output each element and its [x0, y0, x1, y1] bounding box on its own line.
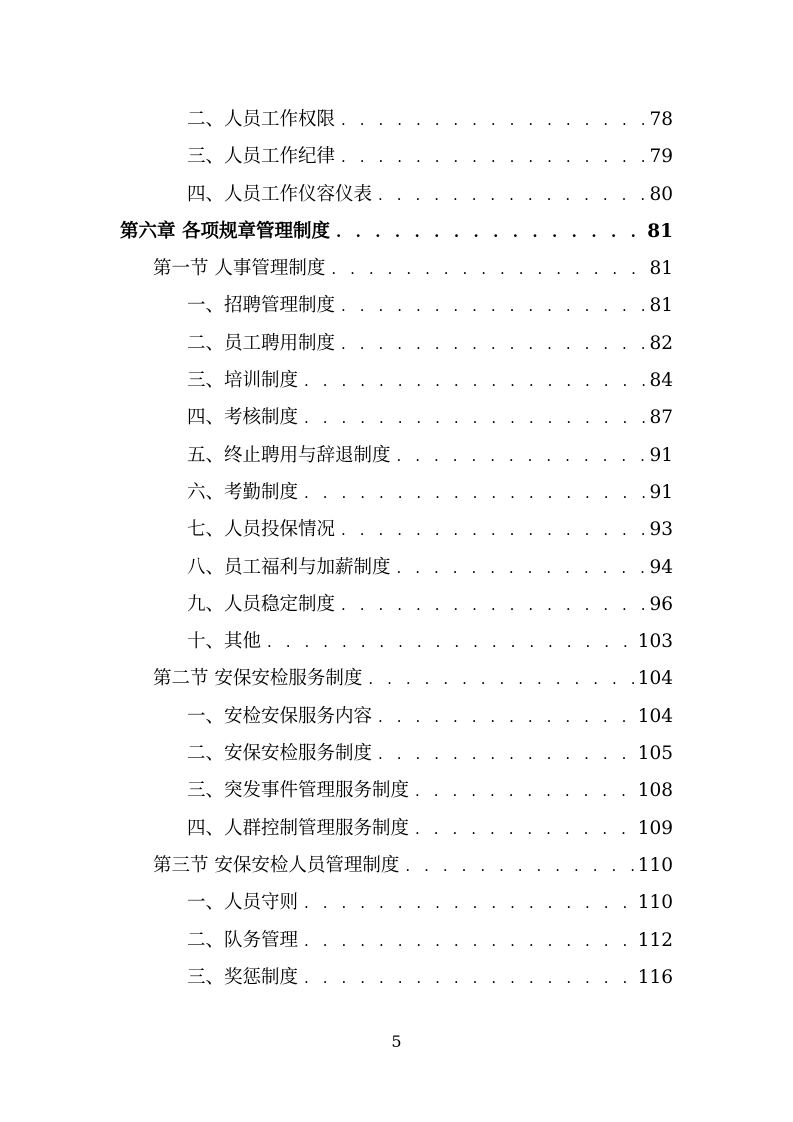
toc-entry-item[interactable] [120, 884, 673, 921]
toc-entry-title: 三、培训制度 [187, 370, 299, 392]
toc-entry-title: 第三节 安保安检人员管理制度 [153, 854, 400, 876]
toc-entry-page-number: 80 [649, 183, 673, 205]
toc-entry-page-number: 108 [637, 780, 673, 802]
dot-leader [397, 438, 646, 474]
dot-leader [341, 512, 645, 548]
toc-entry-item[interactable] [120, 437, 673, 474]
page-number: 5 [391, 1032, 402, 1051]
toc-entry-item[interactable] [120, 511, 673, 548]
toc-entry-title: 二、员工聘用制度 [187, 332, 336, 354]
dot-leader [405, 848, 633, 884]
toc-entry-item[interactable] [120, 772, 673, 809]
toc-entry-title: 二、人员工作权限 [187, 109, 336, 130]
toc-entry-title: 十、其他 [187, 631, 262, 653]
toc-entry-page-number: 93 [649, 519, 673, 541]
toc-entry-title: 第二节 安保安检服务制度 [153, 668, 363, 690]
toc-entry-page-number: 78 [649, 109, 673, 130]
dot-leader [267, 624, 634, 660]
toc-entry-page-number: 81 [649, 295, 673, 317]
dot-leader [341, 139, 645, 175]
toc-entry-page-number: 110 [637, 854, 673, 876]
toc-entry-item[interactable] [120, 325, 673, 362]
toc-entry-title: 八、员工福利与加薪制度 [187, 556, 391, 578]
toc-entry-title: 三、人员工作纪律 [187, 146, 336, 168]
dot-leader [331, 251, 645, 287]
toc-entry-page-number: 79 [649, 146, 673, 168]
toc-entry-chapter[interactable] [120, 213, 673, 250]
toc-entry-page-number: 96 [649, 593, 673, 615]
toc-entry-page-number: 105 [637, 743, 673, 765]
toc-entry-title: 二、安保安检服务制度 [187, 743, 373, 765]
toc-entry-title: 二、队务管理 [187, 929, 299, 951]
toc-entry-page-number: 104 [637, 668, 673, 690]
dot-leader [341, 587, 645, 623]
toc-entry-title: 第六章 各项规章管理制度 [120, 220, 330, 242]
toc-entry-page-number: 82 [649, 332, 673, 354]
toc-entry-section[interactable] [120, 660, 673, 697]
toc-entry-item[interactable] [120, 362, 673, 399]
dot-leader [368, 661, 633, 697]
toc-entry-item[interactable] [120, 810, 673, 847]
dot-leader [304, 475, 645, 511]
toc-entry-item[interactable] [120, 399, 673, 436]
toc-entry-page-number: 109 [637, 817, 673, 839]
toc-entry-title: 四、人员工作仪容仪表 [187, 183, 373, 205]
toc-entry-title: 六、考勤制度 [187, 481, 299, 503]
toc-entry-item[interactable] [120, 549, 673, 586]
toc-entry-title: 四、考核制度 [187, 407, 299, 429]
toc-entry-title: 七、人员投保情况 [187, 519, 336, 541]
dot-leader [341, 102, 645, 138]
toc-entry-page-number: 81 [647, 220, 673, 242]
dot-leader [304, 960, 634, 996]
table-of-contents [120, 101, 673, 996]
dot-leader [304, 923, 634, 959]
dot-leader [304, 400, 645, 436]
toc-entry-item[interactable] [120, 138, 673, 175]
toc-entry-title: 九、人员稳定制度 [187, 593, 336, 615]
dot-leader [397, 550, 646, 586]
toc-entry-item[interactable] [120, 698, 673, 735]
toc-entry-page-number: 104 [637, 705, 673, 727]
dot-leader [415, 773, 634, 809]
toc-entry-page-number: 116 [637, 966, 673, 988]
toc-entry-page-number: 81 [649, 258, 673, 280]
toc-entry-title: 四、人群控制管理服务制度 [187, 817, 410, 839]
toc-entry-title: 一、安检安保服务内容 [187, 705, 373, 727]
dot-leader [304, 885, 634, 921]
toc-entry-item[interactable] [120, 586, 673, 623]
toc-entry-page-number: 103 [637, 631, 673, 653]
toc-entry-page-number: 94 [649, 556, 673, 578]
toc-entry-title: 五、终止聘用与辞退制度 [187, 444, 391, 466]
toc-entry-item[interactable] [120, 959, 673, 996]
toc-entry-title: 三、奖惩制度 [187, 966, 299, 988]
dot-leader [336, 214, 643, 250]
toc-entry-section[interactable] [120, 847, 673, 884]
toc-entry-item[interactable] [120, 623, 673, 660]
toc-entry-title: 三、突发事件管理服务制度 [187, 780, 410, 802]
toc-entry-page-number: 91 [649, 444, 673, 466]
toc-entry-item[interactable] [120, 922, 673, 959]
toc-entry-item[interactable] [120, 474, 673, 511]
dot-leader [378, 699, 634, 735]
dot-leader [341, 288, 645, 324]
toc-entry-page-number: 84 [649, 370, 673, 392]
toc-entry-page-number: 91 [649, 481, 673, 503]
toc-entry-title: 一、招聘管理制度 [187, 295, 336, 317]
dot-leader [415, 811, 634, 847]
toc-entry-item[interactable] [120, 176, 673, 213]
toc-entry-page-number: 112 [637, 929, 673, 951]
toc-entry-title: 第一节 人事管理制度 [153, 258, 326, 280]
toc-entry-item[interactable] [120, 735, 673, 772]
toc-entry-title: 一、人员守则 [187, 892, 299, 914]
dot-leader [378, 177, 645, 213]
toc-entry-page-number: 87 [649, 407, 673, 429]
dot-leader [304, 363, 645, 399]
dot-leader [341, 326, 645, 362]
toc-entry-item[interactable] [120, 101, 673, 138]
toc-entry-item[interactable] [120, 287, 673, 324]
toc-entry-section[interactable] [120, 250, 673, 287]
dot-leader [378, 736, 634, 772]
toc-entry-page-number: 110 [637, 892, 673, 914]
